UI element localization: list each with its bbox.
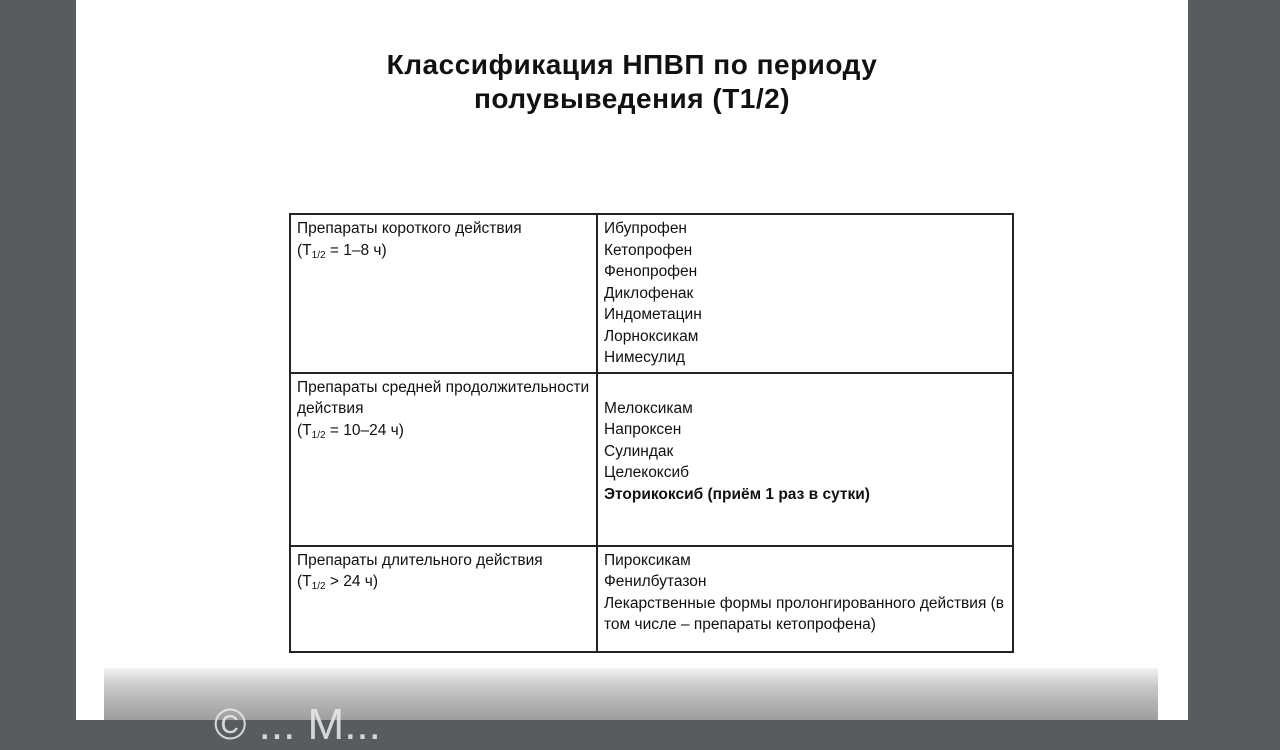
title-line-2: полувыведения (Т1/2) xyxy=(473,83,791,114)
video-overlay-bar xyxy=(104,668,1158,749)
drug-item: Ибупрофен xyxy=(604,220,687,237)
category-cell xyxy=(290,373,597,546)
classification-table xyxy=(289,213,1014,653)
document-page xyxy=(76,0,1188,749)
page-title xyxy=(76,48,1188,116)
drug-list-cell xyxy=(597,214,1013,373)
category-name: Препараты средней продолжительности действия xyxy=(297,378,590,417)
drug-item: Фенилбутазон xyxy=(604,573,707,590)
drug-list-cell xyxy=(597,546,1013,652)
drug-item: Напроксен xyxy=(604,421,682,438)
drug-item: Лекарственные формы пролонгированного действия (в том числе – препараты кетопрофена) xyxy=(604,594,1005,633)
table-row xyxy=(290,546,1013,652)
drug-item: Диклофенак xyxy=(604,284,694,302)
drug-item: Целекоксиб xyxy=(604,464,690,481)
half-life: ($T_{1/2} > 24$ ч) xyxy=(297,573,378,592)
half-life: ($T_{1/2} = 10-24$ ч) xyxy=(297,421,404,441)
drug-item: Нимесулид xyxy=(604,349,686,366)
table-row xyxy=(290,373,1013,546)
category-name: Препараты длительного действия xyxy=(297,551,543,569)
overlay-text: © ... М... xyxy=(214,700,381,749)
drug-item: Лорноксикам xyxy=(604,327,699,345)
half-life: ($T_{1/2} = 1-8$ ч) xyxy=(297,241,387,261)
category-name: Препараты короткого действия xyxy=(297,220,522,237)
drug-item-highlighted: Эторикоксиб (приём 1 раз в сутки) xyxy=(604,485,870,503)
drug-item: Мелоксикам xyxy=(604,399,693,417)
drug-item: Пироксикам xyxy=(604,551,691,569)
title-line-1: Классификация НПВП по периоду xyxy=(386,49,878,80)
drug-list-cell xyxy=(597,373,1013,546)
category-cell xyxy=(290,214,597,373)
table-row xyxy=(290,214,1013,373)
drug-item: Сулиндак xyxy=(604,442,674,460)
drug-item: Индометацин xyxy=(604,306,702,323)
drug-item: Кетопрофен xyxy=(604,241,693,259)
drug-item: Фенопрофен xyxy=(604,263,698,280)
category-cell xyxy=(290,546,597,652)
